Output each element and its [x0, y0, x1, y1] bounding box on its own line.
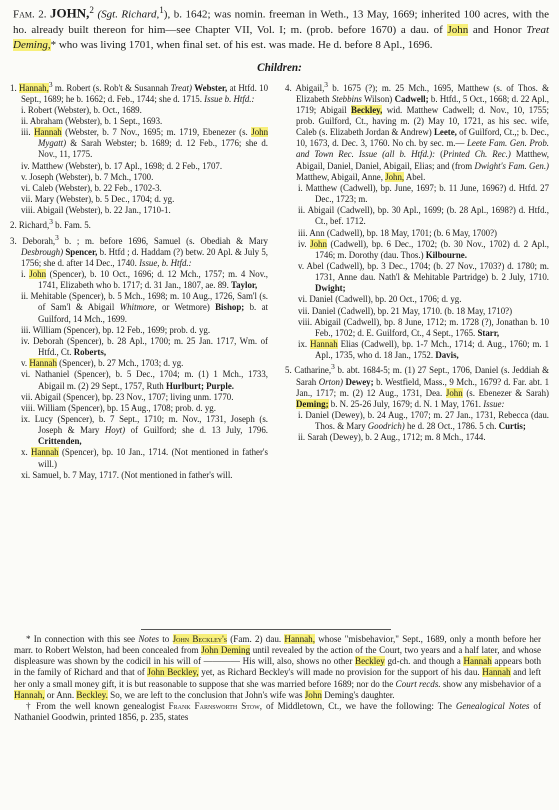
- entry-italic: Treat): [170, 82, 192, 93]
- grandchild-entry: [10, 447, 268, 469]
- highlight-john: John: [445, 387, 463, 398]
- kid-index: viii.: [298, 316, 313, 327]
- entry-italic: Desbrough): [21, 246, 64, 257]
- entry-text: (s. Ebenezer & Sarah): [466, 387, 550, 398]
- kid-text: Abigail (Spencer), bp. 23 Nov., 1707; living unm. 1770.: [34, 391, 234, 402]
- family-header: [13, 3, 549, 54]
- kid-index: iii.: [21, 127, 31, 138]
- footnote-text: or Ann.: [46, 689, 75, 700]
- child-name: Catharine,: [294, 365, 332, 376]
- entry-text: Matthew, Abigail, Anne,: [296, 171, 383, 182]
- child-name: Abigail,: [295, 82, 325, 93]
- kid-index: iii.: [298, 227, 308, 238]
- footnote-text: until revealed by the action of the Court, two years and a half later, and whose displeasure was shown by the codicil in his will of ———— His will, also, shows no other: [14, 645, 541, 667]
- footnote-text: yet, as Richard Beckley's will made no provision for the support of his dau.: [201, 667, 480, 678]
- kid-text: (Spencer), bp. 10 Jan., 1714. (Not mentioned in father's will.): [38, 447, 268, 469]
- spouse-surname: Starr,: [477, 327, 500, 338]
- kid-index: vi.: [298, 294, 308, 305]
- footnote-text: Frank Farnsworth Stow,: [168, 700, 263, 711]
- kid-text: Abigail (Cadwell), bp. 30 Apl., 1699; (b. 28 Apl., 1698?) d. Htfd., Ct., bef. 1712.: [307, 205, 549, 227]
- footnote-text: * In connection with this see: [26, 634, 136, 644]
- kid-text: Ann (Cadwell), bp. 18 May, 1701; (b. 6 May, 1700?): [309, 227, 498, 238]
- generation-sup: 2: [89, 5, 94, 15]
- kid-text: Abraham (Webster), b. 1 Sept., 1693.: [29, 115, 163, 126]
- grandchild-entry: [10, 127, 268, 160]
- kid-index: i.: [298, 410, 303, 421]
- entry-text: Abel.: [405, 171, 426, 182]
- highlight-john: John,: [385, 171, 405, 182]
- grandchild-entry: [285, 205, 549, 227]
- grandchild-entry: [10, 369, 268, 391]
- spouse-surname: Cadwell;: [394, 93, 429, 104]
- kid-index: ix.: [298, 339, 308, 350]
- kid-text: Webster; b. 1689; d. 12 Feb., 1776; she d. Nov., 11, 1775.: [38, 138, 268, 160]
- grandchild-entry: [10, 358, 268, 369]
- spouse-surname: Davis,: [435, 350, 459, 361]
- kid-italic: Hoyt): [104, 425, 126, 436]
- highlight-text: Hannah: [463, 656, 492, 667]
- grandchildren-list-4: [285, 183, 549, 362]
- family-head-name: JOHN,: [50, 5, 90, 21]
- entry-text: b. ; m. before 1696, Samuel (s. Obediah & Mary: [64, 235, 268, 246]
- entry-text: b. Htfd., 5 Oct., 1668; d. 22 Apl., 1719; Abigail: [296, 93, 550, 115]
- grandchild-entry: [10, 194, 268, 205]
- kid-text: who b. 1717; d. 31 Jan., 1807, ae. 89.: [95, 280, 229, 291]
- spouse-surname: Taylor,: [231, 280, 258, 291]
- highlight-john: John: [447, 23, 469, 36]
- kid-index: i.: [298, 182, 303, 193]
- entry-text: (: [440, 149, 444, 160]
- kid-text: William (Spencer), bp. 15 Aug., 1708; prob. d. yg.: [37, 402, 216, 413]
- footnote-text: (Fam. 2) dau.: [230, 634, 282, 644]
- entry-text: Matthew, Abigail, Daniel, Daniel, Abigail, Elias; and (from: [296, 149, 550, 171]
- highlight-deming: Deming,: [13, 39, 51, 52]
- grandchild-entry: [10, 105, 268, 116]
- header-treat: Treat: [526, 23, 550, 36]
- kid-text: b. 2 July, 1710.: [491, 272, 549, 283]
- kid-text: Deborah (Spencer), b. 28 Apl., 1700; m. 25 Jan. 1717, Wm.: [33, 335, 258, 346]
- kid-index: viii.: [21, 402, 36, 413]
- issue-label: Issue:: [483, 398, 505, 409]
- highlight-name: John: [251, 127, 269, 138]
- kid-text: Sarah (Dewey), b. 2 Aug., 1712; m. 8 Mch., 1744.: [307, 432, 486, 443]
- spouse-surname: Curtis;: [498, 421, 526, 432]
- children-columns: [10, 79, 549, 665]
- spouse-surname: Roberts,: [73, 347, 107, 358]
- grandchild-entry: [10, 116, 268, 127]
- footnotes: [14, 634, 541, 723]
- entry-number: 4.: [285, 82, 292, 93]
- grandchild-entry: [285, 183, 549, 205]
- kid-text: Robert (Webster), b. Oct., 1689.: [27, 104, 142, 115]
- entry-text: at Htfd. 10 Sept., 1689; he b. 1662; d. Feb., 1744; she d. 1715.: [21, 82, 269, 104]
- kid-text: Daniel (Dewey), b. 24 Aug., 1707; m. 27 Jan., 1731, Rebecca (dau. Thos. & Mary: [305, 410, 549, 432]
- kid-italic: Whitmore,: [119, 302, 157, 313]
- grandchild-entry: [10, 161, 268, 172]
- kid-index: ii.: [298, 432, 306, 443]
- child-entry-5: [285, 361, 549, 410]
- child-name: Deborah,: [22, 235, 56, 246]
- grandchild-entry: [10, 403, 268, 414]
- kid-text: (Spencer), b. 10 Oct., 1696; d. 12 Mch., 1757; m. 4 Nov., 1741, Elizabeth: [38, 268, 269, 291]
- kid-index: xi.: [21, 469, 31, 480]
- kid-text: Nathaniel (Spencer), b. 5 Dec., 1704; m. (1) 1 Mch., 1733, Abigail: [34, 369, 268, 391]
- grandchild-entry: [10, 414, 268, 447]
- child-entry-1: [10, 79, 268, 105]
- highlight-name: Hannah: [31, 447, 59, 458]
- kid-index: iv.: [21, 335, 30, 346]
- kid-index: i.: [21, 104, 26, 115]
- kid-text: Abigail (Cadwell), bp. 8 June, 1712; m. 1728 (?), Jonathan: [314, 316, 528, 327]
- kid-index: ii.: [21, 291, 29, 302]
- generation-sup: 3: [55, 232, 59, 242]
- entry-text: of Guilford, Ct.,; b. Dec., 10, 1673, d. Dec. 3, 1760. No ch. by sec. m.—: [296, 127, 549, 149]
- kid-text: b. at Guilford, 14 Mch., 1699.: [38, 302, 269, 324]
- kid-index: v.: [21, 358, 28, 369]
- grandchild-entry: [285, 410, 549, 432]
- spouse-surname: Bishop;: [215, 302, 245, 313]
- issue-label: Issue b. Htfd.:: [204, 93, 255, 104]
- highlight-hannah: Hannah,: [19, 82, 49, 93]
- highlight-text: Hannah,: [14, 689, 45, 700]
- grandchild-entry: [10, 172, 268, 183]
- entry-italic: Dwight's Fam. Gen.): [474, 160, 550, 171]
- generation-sup: 3: [49, 217, 53, 227]
- footnote-divider: [141, 629, 391, 630]
- grandchildren-list-5: [285, 410, 549, 443]
- grandchild-entry: [285, 317, 549, 339]
- kid-text: William (Spencer), bp. 12 Feb., 1699; prob. d. yg.: [32, 324, 211, 335]
- header-text-1: b. 1642; was nomin. freeman in Weth., 13 May, 1669; inherited 100 acres, with the ho. already built thereon for him—see Chapter VII, Vol. I; m. (prob. before 1670) a dau. of: [13, 8, 549, 36]
- highlight-name: Hannah: [310, 339, 338, 350]
- spouse-surname: Crittenden,: [38, 436, 82, 447]
- kid-index: vii.: [298, 305, 310, 316]
- footnote-1: [14, 634, 541, 701]
- entry-text: Wilson): [364, 93, 393, 104]
- footnote-text: So, we are left to the conclusion that John's wife was: [110, 689, 303, 700]
- generation-sup: 3: [331, 362, 335, 372]
- kid-index: vii.: [21, 194, 33, 205]
- grandchild-entry: [285, 339, 549, 361]
- highlight-text: Hannah: [482, 667, 511, 678]
- highlight-text: John Beckley,: [147, 667, 199, 678]
- kid-index: vi.: [21, 182, 31, 193]
- left-column: [10, 79, 268, 481]
- grandchild-entry: [10, 470, 268, 481]
- grandchild-entry: [285, 294, 549, 305]
- kid-text: he d. 28 Oct., 1786. 5 ch.: [406, 421, 497, 432]
- kid-text: Lucy (Spencer), b. 7 Sept., 1710; m. Nov., 1731, Joseph (s. Joseph & Mary: [34, 413, 269, 436]
- family-label: Fam. 2.: [13, 8, 47, 21]
- kid-index: ix.: [21, 413, 31, 424]
- kid-text: (Spencer), b. 27 Mch., 1703; d. yg.: [59, 358, 184, 369]
- header-text-2: and Honor: [472, 23, 522, 36]
- footnote-text: Notes: [138, 634, 160, 644]
- entry-text: b. abt. 1684-5; m. (1) 27 Sept., 1706, Daniel (s. Jeddiah & Sarah: [296, 365, 550, 387]
- kid-index: vii.: [21, 391, 33, 402]
- highlight-name: John: [29, 268, 47, 279]
- generation-sup: 3: [48, 79, 53, 89]
- grandchild-entry: [10, 325, 268, 336]
- parent-ref: (Sgt. Richard,: [97, 8, 160, 21]
- grandchildren-list-1: [10, 105, 268, 217]
- footnote-text: of Middletown, Ct., we have the following: The: [266, 700, 452, 711]
- highlight-name: Hannah: [34, 127, 62, 138]
- kid-text: who d. 18 Jan., 1752.: [357, 350, 434, 361]
- kid-index: vi.: [21, 369, 31, 380]
- footnote-text: show any misbehavior of a: [442, 678, 541, 689]
- footnote-text: Genealogical Notes: [455, 700, 530, 711]
- footnote-text: whose "misbehavior," Sept., 1689, only a month before her marr. to Robert Welston, had been concealed from: [14, 634, 542, 656]
- entry-text: b. 1675 (?); m. 25 Mch., 1695, Matthew (s. of Thos. & Elizabeth: [296, 82, 549, 104]
- grandchild-entry: [285, 261, 549, 294]
- entry-text: wid. Matthew Cadwell; d. Nov., 10, 1755; prob. Guilford, Ct., having m. (2) May 10, 1721, as his sec. wife, Caleb (s. Elizabeth Jordan & Andrew): [296, 104, 549, 138]
- footnote-text: Deming's daughter.: [324, 689, 395, 700]
- grandchild-entry: [10, 392, 268, 403]
- kid-index: i.: [21, 268, 26, 279]
- highlight-name: Hannah: [29, 358, 57, 369]
- grandchild-entry: [10, 269, 268, 291]
- grandchild-entry: [285, 306, 549, 317]
- footnote-text: † From the well known genealogist: [26, 700, 165, 711]
- highlight-text: John Deming: [201, 645, 251, 656]
- footnote-text: Court recds.: [395, 678, 441, 689]
- children-heading: Children:: [257, 61, 302, 74]
- kid-index: viii.: [21, 205, 36, 216]
- child-name: Richard,: [18, 220, 50, 231]
- kid-text: Mehitable (Spencer), b. 5 Mch., 1698; m. 10 Aug., 1726, Sam'l (s. of Sam'l & Abigail: [30, 291, 269, 313]
- footnote-text: appears both in the family of Richard and that of: [14, 656, 541, 678]
- entry-text: m. Robert (s. Rob't & Susannah: [54, 82, 169, 93]
- kid-text: of Guilford; she d. 13 July, 1796.: [130, 425, 268, 436]
- footnote-text: of Nathaniel Goodwin, printed 1856, p. 235, states: [14, 700, 541, 723]
- highlight-text: John: [304, 689, 322, 700]
- highlight-text: Beckley: [355, 656, 385, 667]
- grandchild-entry: [10, 205, 268, 216]
- kid-index: iv.: [21, 160, 30, 171]
- header-text-3: who was living 1701, when final set. of his est. was made. He d. before 8 Apl., 1696.: [58, 39, 433, 52]
- kid-text: Abigail (Webster), b. 22 Jan., 1710-1.: [36, 205, 171, 216]
- kid-text: (Cadwell), bp. 6 Dec., 1702; (b. 30 Nov., 1702) d. 2 Apl., 1746; m. Dorothy (dau. Thos.): [315, 238, 550, 260]
- spouse-surname: Leete,: [433, 127, 457, 138]
- kid-italic: Mygatt): [38, 138, 67, 149]
- child-entry-2: [10, 216, 268, 231]
- kid-index: v.: [298, 261, 305, 272]
- kid-text: m. (2) 29 Sept., 1757, Ruth: [66, 380, 164, 391]
- grandchild-entry: [10, 336, 268, 358]
- kid-index: v.: [21, 171, 28, 182]
- highlight-name: John: [310, 238, 327, 249]
- kid-index: iii.: [21, 324, 31, 335]
- footnote-text: to: [162, 634, 170, 644]
- kid-text: Joseph (Webster), b. 7 Mch., 1700.: [29, 171, 154, 182]
- child-entry-4: [285, 79, 549, 183]
- kid-text: Abel (Cadwell), bp. 3 Dec., 1704; (b. 27 Nov., 1703?) d. 1780; m. 1731, Anne dau. Nath'l & Mehitable Partridge): [306, 261, 550, 283]
- kid-text: Samuel, b. 7 May, 1717. (Not mentioned in father's will.: [32, 469, 233, 480]
- kid-text: Daniel (Cadwell), bp. 20 Oct., 1706; d. yg.: [309, 294, 462, 305]
- kid-text: Daniel (Cadwell), bp. 21 May, 1710. (b. 18 May, 1710?): [311, 305, 513, 316]
- entry-number: 5.: [285, 365, 292, 376]
- grandchild-entry: [285, 228, 549, 239]
- issue-label: Issue, b. Htfd.:: [139, 257, 192, 268]
- grandchildren-list-3: [10, 269, 268, 481]
- kid-text: (Webster, b. 7 Nov., 1695; m. 1719, Ebenezer (s.: [65, 127, 248, 138]
- kid-text: or Wetmore): [161, 302, 210, 313]
- highlight-text: Beckley.: [76, 689, 108, 700]
- highlight-deming: Deming;: [296, 398, 329, 409]
- entry-text: b. N. 25-26 July, 1679; d. N. 1 May, 1761.: [330, 398, 481, 409]
- footnote-text: and left her only a small money gift, it is but reasonable to suppose that she was married before 1689; nor do the: [14, 667, 542, 689]
- kid-text: & Sarah: [70, 138, 102, 149]
- spouse-surname: Dewey;: [345, 376, 374, 387]
- grandchild-entry: [10, 183, 268, 194]
- right-column: [285, 79, 549, 444]
- kid-text: Caleb (Webster), b. 22 Feb., 1702-3.: [32, 182, 162, 193]
- spouse-surname: Spencer,: [65, 246, 98, 257]
- entry-text: b. Fam. 5.: [55, 220, 91, 231]
- kid-index: iv.: [298, 238, 307, 249]
- entry-text: b. Htfd ; d. Haddam (?) betw. 20 Apl. & July 5, 1756; she d. after 14 Dec., 1740.: [21, 246, 269, 268]
- entry-italic: Orton): [318, 376, 343, 387]
- grandchild-entry: [10, 291, 268, 324]
- kid-italic: Goodrich): [367, 421, 405, 432]
- kid-text: of Htfd., Ct.: [38, 335, 268, 358]
- kid-index: ii.: [21, 115, 29, 126]
- spouse-surname: Kilbourne.: [425, 249, 467, 260]
- entry-text: b. Westfield, Mass., 9 Mch., 1679? d. Far. abt. 1 Jan., 1717; m. (2) 12 Aug., 1731, Dea.: [296, 376, 550, 398]
- kid-text: Matthew (Cadwell), bp. June, 1697; b. 11 June, 1696?) d. Htfd. 27 Dec., 1723; m.: [305, 182, 550, 205]
- footnote-2: [14, 701, 541, 723]
- kid-text: Elias (Cadwell), bp. 1-7 Mch., 1714; d. Aug., 1760; m. 1 Apl., 1735,: [315, 339, 550, 361]
- kid-text: Matthew (Webster), b. 17 Apl., 1698; d. 2 Feb., 1707.: [31, 160, 223, 171]
- spouse-surname: Purple.: [206, 380, 234, 391]
- child-entry-3: [10, 232, 268, 269]
- spouse-surname: Webster,: [194, 82, 228, 93]
- spouse-surname: Dwight;: [315, 283, 346, 294]
- entry-italic: Stebbins: [331, 93, 362, 104]
- highlight-text: Hannah,: [284, 634, 315, 644]
- kid-text: Mary (Webster), b. 5 Dec., 1704; d. yg.: [34, 194, 175, 205]
- entry-number: 3.: [10, 235, 17, 246]
- generation-sup: 3: [324, 79, 328, 89]
- parent-ref-close: ),: [163, 8, 171, 21]
- footnote-text: gd-ch. and though a: [387, 656, 461, 667]
- kid-index: ii.: [298, 205, 306, 216]
- entry-number: 2.: [10, 220, 17, 231]
- highlight-beckley: Beckley,: [351, 104, 383, 115]
- spouse-surname: Hurlburt;: [165, 380, 204, 391]
- highlight-text: John Beckley's: [172, 634, 228, 644]
- kid-index: x.: [21, 447, 28, 458]
- entry-number: 1.: [10, 82, 17, 93]
- footnote-marker: *: [50, 39, 57, 52]
- parent-gen-sup: 1: [159, 5, 164, 15]
- entry-italic: Leete Fam. Gen. Prob. and Town Rec. Issue (all b. Htfd.):: [296, 138, 549, 160]
- grandchild-entry: [285, 239, 549, 261]
- entry-italic: Printed Ch. Rec.): [443, 149, 511, 160]
- grandchild-entry: [285, 432, 549, 443]
- kid-text: b. 10 Feb., 1702; d. E. Guilford, Ct., 4 Sept., 1765.: [315, 316, 550, 338]
